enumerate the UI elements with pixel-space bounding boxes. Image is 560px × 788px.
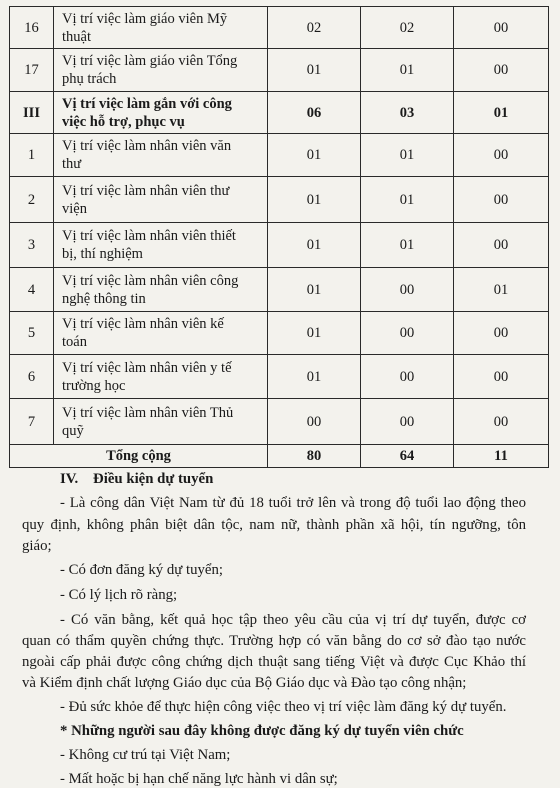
row-number: 17	[10, 49, 54, 92]
position-name-line: Vị trí việc làm nhân viên công	[62, 272, 239, 289]
row-number: III	[10, 92, 54, 134]
position-name-line: việc hỗ trợ, phục vụ	[62, 113, 185, 130]
position-name	[54, 7, 268, 49]
position-name-line: phụ trách	[62, 71, 117, 87]
count-cell-v3: 00	[454, 355, 549, 399]
count-cell-v2: 01	[361, 177, 454, 223]
count-cell-v1: 00	[268, 399, 361, 445]
count-cell-v1: 06	[268, 92, 361, 134]
count-cell-v2: 02	[361, 7, 454, 49]
count-cell-v3: 00	[454, 177, 549, 223]
row-number: 7	[10, 399, 54, 445]
condition-line: - Có đơn đăng ký dự tuyển;	[60, 562, 223, 578]
position-name	[54, 355, 268, 399]
position-name-line: thư	[62, 156, 82, 172]
table-row	[10, 399, 549, 445]
table-row	[10, 223, 549, 268]
table-row	[10, 312, 549, 355]
position-name-line: Vị trí việc làm nhân viên kế	[62, 316, 224, 332]
count-cell-v3: 00	[454, 399, 549, 445]
position-name	[54, 268, 268, 312]
count-cell-v3: 00	[454, 7, 549, 49]
count-cell-v3: 00	[454, 223, 549, 268]
count-cell-v2: 00	[361, 399, 454, 445]
table-row	[10, 49, 549, 92]
table-row	[10, 177, 549, 223]
table-body	[10, 7, 549, 468]
position-name	[54, 312, 268, 355]
position-name	[54, 49, 268, 92]
row-number: 16	[10, 7, 54, 49]
position-name-line: nghệ thông tin	[62, 290, 146, 307]
count-cell-v1: 01	[268, 268, 361, 312]
count-cell-v3: 00	[454, 312, 549, 355]
table-row	[10, 355, 549, 399]
position-name-line: Vị trí việc làm nhân viên văn	[62, 138, 232, 154]
count-cell-v1: 01	[268, 355, 361, 399]
position-name-line: bị, thí nghiệm	[62, 246, 143, 262]
condition-line: - Có lý lịch rõ ràng;	[60, 587, 178, 603]
condition-line: quy định, không phân biệt dân tộc, nam nữ, thành phần xã hội, tín ngưỡng, tôn	[22, 517, 526, 533]
position-name-line: thuật	[62, 28, 91, 45]
total-label: Tổng cộng	[10, 445, 268, 468]
position-name	[54, 399, 268, 445]
row-number: 6	[10, 355, 54, 399]
table-row	[10, 7, 549, 49]
total-cell-v1: 80	[268, 445, 361, 468]
count-cell-v2: 00	[361, 312, 454, 355]
position-name-line: Vị trí việc làm nhân viên thiết	[62, 228, 236, 244]
position-name	[54, 134, 268, 177]
count-cell-v2: 00	[361, 268, 454, 312]
position-name-line: Vị trí việc làm gắn với công	[62, 95, 232, 112]
position-name-line: Vị trí việc làm giáo viên Mỹ	[62, 10, 228, 27]
row-number: 4	[10, 268, 54, 312]
total-cell-v2: 64	[361, 445, 454, 468]
job-positions-table	[9, 6, 549, 468]
count-cell-v2: 03	[361, 92, 454, 134]
count-cell-v1: 01	[268, 223, 361, 268]
count-cell-v3: 01	[454, 268, 549, 312]
table-row	[10, 134, 549, 177]
count-cell-v3: 00	[454, 134, 549, 177]
row-number: 2	[10, 177, 54, 223]
row-number: 1	[10, 134, 54, 177]
condition-line: - Là công dân Việt Nam từ đủ 18 tuổi trở lên và trong độ tuổi lao động theo	[60, 495, 526, 511]
count-cell-v1: 01	[268, 312, 361, 355]
count-cell-v2: 01	[361, 49, 454, 92]
condition-line: - Có văn bằng, kết quả học tập theo yêu cầu của vị trí dự tuyển, được cơ	[60, 612, 526, 628]
position-name-line: Vị trí việc làm nhân viên y tế	[62, 359, 232, 376]
section-number: IV.	[60, 471, 79, 487]
position-name	[54, 223, 268, 268]
count-cell-v2: 01	[361, 223, 454, 268]
condition-line: quan có thẩm quyền chứng thực. Trường hợp có văn bằng do cơ sở đào tạo nước	[22, 633, 526, 649]
position-name	[54, 177, 268, 223]
count-cell-v1: 01	[268, 134, 361, 177]
position-name	[54, 92, 268, 134]
position-name-line: Vị trí việc làm giáo viên Tổng	[62, 53, 238, 69]
position-name-line: viện	[62, 200, 87, 217]
row-number: 3	[10, 223, 54, 268]
row-number: 5	[10, 312, 54, 355]
count-cell-v2: 01	[361, 134, 454, 177]
count-cell-v1: 02	[268, 7, 361, 49]
table-row	[10, 92, 549, 134]
condition-line: giáo;	[22, 538, 52, 554]
exclusion-heading: * Những người sau đây không được đăng ký dự tuyển viên chức	[60, 723, 464, 739]
position-name-line: Vị trí việc làm nhân viên Thủ	[62, 404, 234, 421]
count-cell-v1: 01	[268, 49, 361, 92]
position-name-line: quỹ	[62, 422, 84, 439]
count-cell-v1: 01	[268, 177, 361, 223]
count-cell-v3: 00	[454, 49, 549, 92]
total-cell-v3: 11	[454, 445, 549, 468]
position-name-line: toán	[62, 334, 87, 350]
total-row	[10, 445, 549, 468]
condition-line: - Không cư trú tại Việt Nam;	[60, 747, 231, 763]
count-cell-v3: 01	[454, 92, 549, 134]
section-title: Điều kiện dự tuyển	[93, 471, 214, 487]
condition-line: - Mất hoặc bị hạn chế năng lực hành vi dân sự;	[60, 771, 338, 787]
table-row	[10, 268, 549, 312]
position-name-line: trường học	[62, 377, 126, 394]
condition-line: - Đủ sức khỏe để thực hiện công việc theo vị trí việc làm đăng ký dự tuyển.	[60, 699, 507, 715]
condition-line: và Kiểm định chất lượng Giáo dục của Bộ Giáo dục và Đào tạo công nhận;	[22, 675, 467, 691]
count-cell-v2: 00	[361, 355, 454, 399]
condition-line: ngoài cấp phải được công chứng dịch thuật sang tiếng Việt và được Cục Khảo thí	[22, 654, 526, 670]
section-heading	[60, 470, 213, 488]
position-name-line: Vị trí việc làm nhân viên thư	[62, 182, 230, 199]
